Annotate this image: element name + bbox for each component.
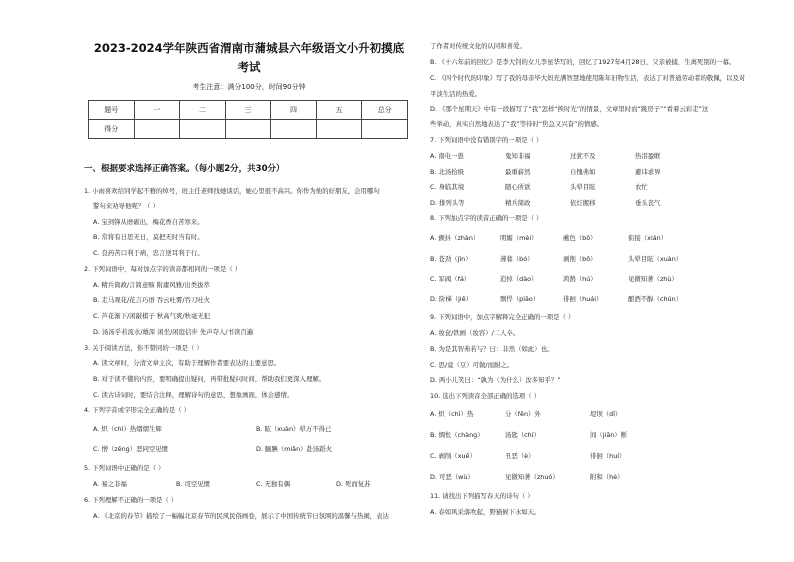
q7-a-1: A. 南电一愚 bbox=[430, 152, 464, 160]
score-header-cell: 题号 bbox=[89, 101, 135, 120]
q3-option-a: A. 读文章时，分清文章主次，有助于理解作者要表达的主要意思。 bbox=[93, 359, 281, 367]
q9-option-c: C. 思/竟（豆）可做/而耐之。 bbox=[430, 361, 514, 369]
q10-a-2: 分（fēn）外 bbox=[505, 410, 541, 418]
score-header-cell: 总分 bbox=[362, 101, 408, 120]
q10-c-1: C. 剥削（xuē） bbox=[430, 452, 476, 460]
q6-option-a: A. 《北京的春节》描绘了一幅幅北京春节的民风民俗画卷，展示了中国传统节日氛围的温馨与热闹，表达 bbox=[93, 512, 389, 520]
q10-c-3: 徘徊（huí） bbox=[590, 452, 626, 460]
q7-c-3: 头晕目眩 bbox=[570, 183, 596, 191]
q8-a-1: A. 颤抖（zhàn） bbox=[430, 234, 480, 242]
q8-b-2: 薄暮（bó） bbox=[500, 255, 534, 263]
q8-a-4: 衔接（xián） bbox=[628, 234, 668, 242]
q10-a-1: A. 炽（chì）热 bbox=[430, 410, 474, 418]
score-header-cell: 四 bbox=[271, 101, 317, 120]
q6-option-b: B. 《十六年前的回忆》是李大钊的女儿李星华写的，回忆了1927年4月28日，父亲被捕，生离死别的一幕。 bbox=[430, 58, 736, 66]
q3-option-c: C. 读古诗词时，要结合注释，理解诗句的意思，想象画面，体会感情。 bbox=[93, 391, 294, 399]
exam-note: 考生注意：满分100分，时间90分钟 bbox=[192, 83, 306, 91]
q2-option-c: C. 芦花渐下/闲敲棋子 秋高气爽/秋毫无犯 bbox=[93, 312, 211, 320]
q8-d-2: 剽悍（piāo） bbox=[500, 295, 540, 303]
q10-d-2: 见微知著（zhuó） bbox=[505, 473, 559, 481]
q9-option-d: D. 两小儿笑曰：“孰为（为什么）汝多知乎？” bbox=[430, 376, 561, 384]
score-table bbox=[88, 100, 408, 139]
q8-d-3: 徘徊（huái） bbox=[563, 295, 603, 303]
q6-option-d-cont: 些举动，真实自然地表达了“我”等待时“焦急又兴奋”的情感。 bbox=[430, 120, 604, 128]
q8-d-1: D. 阶梯（jiē） bbox=[430, 295, 473, 303]
q8-c-1: C. 军阀（fá） bbox=[430, 275, 471, 283]
q10-stem: 10. 选出下列读音全部正确的选项（ ） bbox=[430, 392, 541, 400]
score-cell[interactable] bbox=[271, 120, 317, 139]
q2-option-d: D. 汤汤乎若流水/雄浑 闲坐/闲庭信步 先声夺人/书读百遍 bbox=[93, 328, 254, 336]
score-header-cell: 五 bbox=[316, 101, 362, 120]
q4-option-b: B. 眩（xuàn）晕万不得已 bbox=[256, 425, 332, 433]
q8-stem: 8. 下列加点字的读音正确的一项是（ ） bbox=[430, 214, 543, 222]
score-cell[interactable] bbox=[225, 120, 271, 139]
score-row-label: 得分 bbox=[89, 120, 135, 139]
q6-option-d: D. 《那个星期天》中有一段描写了“我”怎样“挨时光”的情景，文章里时而“跳房子”“看着云彩走”这 bbox=[430, 105, 709, 113]
q7-c-2: 随心所欲 bbox=[505, 183, 531, 191]
q9-option-a: A. 妆奁/铁画（妆容）/二人卒。 bbox=[430, 329, 520, 337]
q8-d-4: 酿酒不醇（chún） bbox=[628, 295, 683, 303]
q11-stem: 11. 请找出下列描写春天的诗句（ ） bbox=[430, 492, 534, 500]
q8-b-4: 头晕目眩（xuàn） bbox=[628, 255, 683, 263]
score-cell[interactable] bbox=[180, 120, 226, 139]
q8-c-2: 追悼（dào） bbox=[500, 275, 538, 283]
exam-title-line1: 2023-2024学年陕西省渭南市蒲城县六年级语文小升初摸底 bbox=[93, 41, 405, 55]
score-cell[interactable] bbox=[316, 120, 362, 139]
score-cell[interactable] bbox=[362, 120, 408, 139]
q1-stem: 1. 小雨喜欢给同学起不雅的绰号，班主任老师找她谈话，她心里很不高兴。你作为他的好朋友，会用哪句 bbox=[84, 187, 380, 195]
q9-stem: 9. 下列词语中，加点字解释完全正确的一项是（ ） bbox=[430, 313, 575, 321]
q7-d-1: D. 排列头等 bbox=[430, 199, 465, 207]
q1-stem-cont: 警句来劝导他呢？（ ） bbox=[93, 202, 159, 210]
q7-stem: 7. 下列词语中没有错别字的一项是（ ） bbox=[430, 136, 543, 144]
q5-option-d: D. 死而复苏 bbox=[336, 480, 371, 488]
q8-b-1: B. 苍劲（jìn） bbox=[430, 255, 472, 263]
q10-d-1: D. 可恶（wù） bbox=[430, 473, 474, 481]
q8-c-3: 鸿鹄（hú） bbox=[563, 275, 597, 283]
q4-stem: 4. 下列字音或字形完全正确的是（ ） bbox=[84, 406, 191, 414]
q7-b-1: B. 北汤拾级 bbox=[430, 168, 465, 176]
q7-a-4: 热泪盈眶 bbox=[635, 152, 661, 160]
q10-c-2: 丑恶（è） bbox=[505, 452, 535, 460]
q1-option-b: B. 常将有日思无日，莫把无时当有时。 bbox=[93, 233, 204, 241]
q1-option-c: C. 良药苦口利于病，忠言逆耳利于行。 bbox=[93, 249, 204, 257]
q7-c-1: C. 身临其境 bbox=[430, 183, 465, 191]
q10-a-3: 堤坝（dī） bbox=[590, 410, 622, 418]
q6-option-c: C. 《四个时代的印象》写了我的母亲毕大妈充满智慧地使用陈年旧物生活，表达了对普通劳动者的敬佩，以及对 bbox=[430, 74, 746, 82]
q11-option-a: A. 春如风采落吹起，野猫候下水如天。 bbox=[430, 508, 541, 516]
q4-option-a: A. 炽（chì）热熠熠生辉 bbox=[93, 425, 162, 433]
q9-option-b: B. 为是其智弗若与？曰：非然（如此）也。 bbox=[430, 345, 554, 353]
q5-option-a: A. 易之非福 bbox=[93, 480, 127, 488]
score-header-row bbox=[89, 101, 408, 120]
q10-d-3: 附和（hè） bbox=[590, 473, 624, 481]
q3-option-b: B. 对于读不懂的内容，要明确提出疑问，再带批疑问时间，帮助我们更深入理解。 bbox=[93, 375, 326, 383]
exam-title-line2: 考试 bbox=[237, 60, 261, 74]
q6-option-c-cont: 平淡生活的热爱。 bbox=[430, 90, 482, 98]
q6-option-a-cont: 了作者对传统文化的认同和喜爱。 bbox=[430, 42, 526, 50]
q8-b-3: 剥削（bō） bbox=[563, 255, 597, 263]
q7-c-4: 农忙 bbox=[635, 183, 648, 191]
q7-b-3: 自愧弗如 bbox=[570, 168, 596, 176]
q2-option-a: A. 精兵简政/言简意赅 附庸风雅/出类拔萃 bbox=[93, 281, 210, 289]
q4-option-d: D. 腼腆（miǎn）赴汤蹈火 bbox=[256, 445, 333, 453]
score-header-cell: 三 bbox=[225, 101, 271, 120]
q5-option-b: B. 司空见惯 bbox=[176, 480, 211, 488]
q7-b-2: 最重崭然 bbox=[505, 168, 531, 176]
q7-d-2: 精兵简政 bbox=[505, 199, 531, 207]
q1-option-a: A. 宝剑锋从磨砺出，梅花香自苦寒来。 bbox=[93, 218, 204, 226]
score-header-cell: 一 bbox=[134, 101, 180, 120]
q7-b-4: 避讳求界 bbox=[635, 168, 661, 176]
q6-stem: 6. 下列理解不正确的一项是（ ） bbox=[84, 496, 178, 504]
q10-b-3: 间（jiān）断 bbox=[590, 431, 628, 439]
q10-b-1: B. 惆怅（chàng） bbox=[430, 431, 484, 439]
q8-a-3: 蘸色（bō） bbox=[563, 234, 597, 242]
q7-a-3: 过犹不及 bbox=[570, 152, 596, 160]
q7-d-4: 垂头丧气 bbox=[635, 199, 661, 207]
q10-b-2: 汤匙（chí） bbox=[505, 431, 540, 439]
q5-option-c: C. 无独有偶 bbox=[256, 480, 291, 488]
q3-stem: 3. 关于阅读方法，你不赞同的一项是（ ） bbox=[84, 344, 203, 352]
q4-option-c: C. 憎（zēng）恶同空见惯 bbox=[93, 445, 169, 453]
q7-d-3: 依灯搬移 bbox=[570, 199, 596, 207]
score-value-row bbox=[89, 120, 408, 139]
q2-option-b: B. 走马观花/花言巧语 吞云吐雾/吞刀吐火 bbox=[93, 296, 211, 304]
q8-a-2: 明媚（mèi） bbox=[500, 234, 538, 242]
q5-stem: 5. 下列词语中正确的是（ ） bbox=[84, 464, 165, 472]
q7-a-2: 鬼知非福 bbox=[505, 152, 531, 160]
score-header-cell: 二 bbox=[180, 101, 226, 120]
section-1-heading: 一、根据要求选择正确答案。（每小题2分，共30分） bbox=[84, 164, 285, 174]
q8-c-4: 见微知著（zhù） bbox=[628, 275, 678, 283]
score-cell[interactable] bbox=[134, 120, 180, 139]
q2-stem: 2. 下列词语中，每对加点字的读音都相同的一项是（ ） bbox=[84, 265, 242, 273]
